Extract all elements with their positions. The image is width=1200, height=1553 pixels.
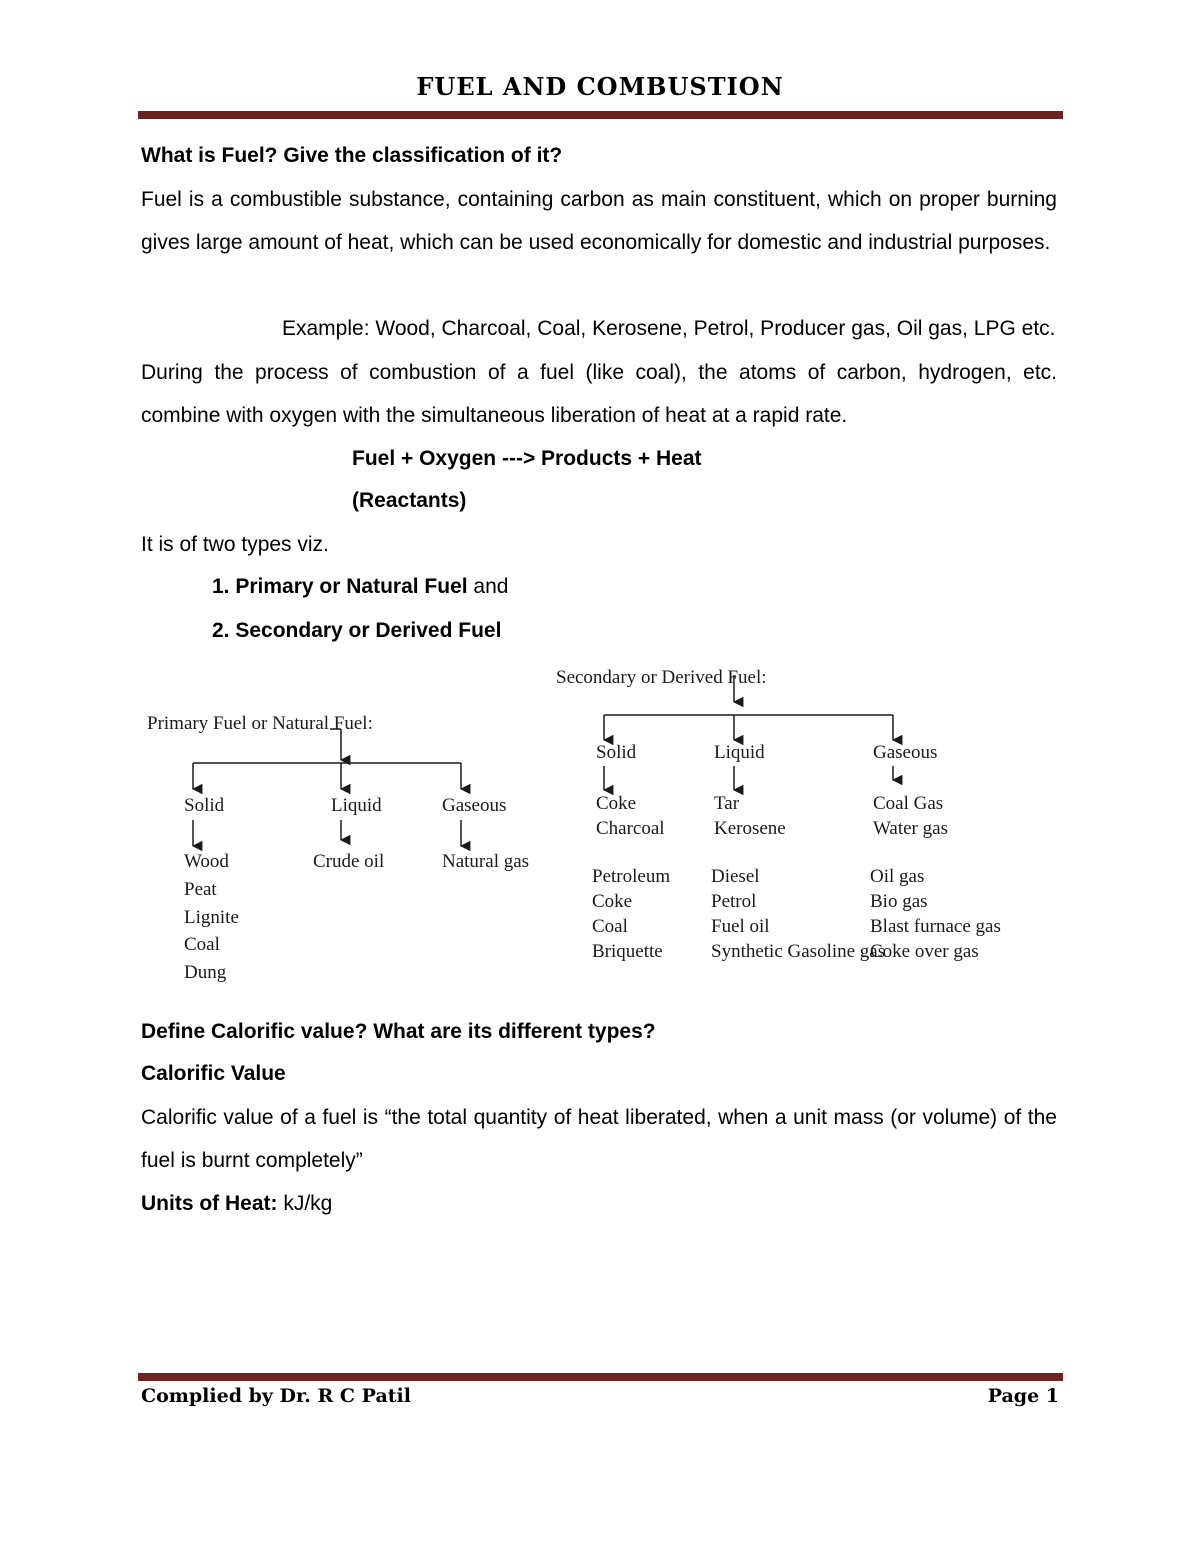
secondary-gaseous-more: Coke over gas (870, 941, 979, 962)
fuel-examples: Example: Wood, Charcoal, Coal, Kerosene, Petrol, Producer gas, Oil gas, LPG etc. (282, 317, 1056, 340)
secondary-diagram-title: Secondary or Derived Fuel: (556, 667, 767, 688)
type-primary-suffix: and (467, 575, 509, 598)
types-intro: It is of two types viz. (141, 533, 329, 556)
primary-gaseous-label: Gaseous (442, 795, 507, 816)
combustion-process: During the process of combustion of a fuel (like coal), the atoms of carbon, hydrogen, etc. combine with oxygen with the simultaneous liberation of heat at a rapid rate. (141, 361, 1057, 427)
combustion-equation: Fuel + Oxygen ---> Products + Heat (352, 447, 702, 470)
primary-solid-item: Dung (184, 962, 227, 983)
units-of-heat (141, 1190, 332, 1218)
page-header-title: FUEL AND COMBUSTION (416, 72, 784, 101)
secondary-gaseous-more: Blast furnace gas (870, 916, 1001, 937)
calorific-definition: Calorific value of a fuel is “the total quantity of heat liberated, when a unit mass (or volume) of the fuel is burnt completely” (141, 1106, 1057, 1172)
primary-gaseous-item: Natural gas (442, 851, 530, 872)
type-primary-label: 1. Primary or Natural Fuel (212, 575, 468, 598)
primary-liquid-item: Crude oil (313, 851, 385, 872)
secondary-solid-label: Solid (596, 742, 637, 763)
primary-solid-item: Wood (184, 851, 229, 872)
secondary-solid-more: Coal (592, 916, 628, 937)
footer-rule (138, 1373, 1063, 1381)
secondary-liquid-item: Kerosene (714, 818, 786, 839)
secondary-liquid-item: Tar (714, 793, 740, 814)
secondary-liquid-more: Synthetic Gasoline gas (711, 941, 886, 962)
secondary-gaseous-item: Coal Gas (873, 793, 944, 814)
secondary-solid-item: Coke (596, 793, 637, 814)
fuel-definition: Fuel is a combustible substance, containing carbon as main constituent, which on proper burning gives large amount of heat, which can be used economically for domestic and industrial purposes. (141, 188, 1057, 254)
secondary-liquid-label: Liquid (714, 742, 765, 763)
secondary-solid-more: Petroleum (592, 866, 671, 887)
question-heading: What is Fuel? Give the classification of it? (141, 144, 563, 167)
secondary-connectors (604, 675, 893, 790)
secondary-gaseous-more: Oil gas (870, 866, 925, 887)
secondary-solid-more: Briquette (592, 941, 663, 962)
primary-solid-item: Lignite (184, 907, 239, 928)
units-label: Units of Heat: (141, 1192, 278, 1215)
units-value: kJ/kg (277, 1192, 333, 1215)
secondary-solid-more: Coke (592, 891, 633, 912)
primary-diagram-title: Primary Fuel or Natural Fuel: (147, 713, 373, 734)
primary-liquid-label: Liquid (331, 795, 382, 816)
primary-solid-label: Solid (184, 795, 225, 816)
type-secondary: 2. Secondary or Derived Fuel (212, 619, 502, 642)
secondary-liquid-more: Petrol (711, 891, 757, 912)
secondary-solid-item: Charcoal (596, 818, 665, 839)
footer-compiled-by: Complied by Dr. R C Patil (141, 1385, 411, 1407)
secondary-liquid-more: Diesel (711, 866, 760, 887)
primary-solid-item: Peat (184, 879, 217, 900)
reactants-label: (Reactants) (352, 489, 467, 512)
calorific-question-heading: Define Calorific value? What are its different types? (141, 1020, 656, 1043)
calorific-subheading: Calorific Value (141, 1062, 286, 1085)
secondary-gaseous-item: Water gas (873, 818, 948, 839)
secondary-gaseous-label: Gaseous (873, 742, 938, 763)
secondary-gaseous-more: Bio gas (870, 891, 928, 912)
primary-solid-item: Coal (184, 934, 220, 955)
primary-connectors (193, 729, 461, 846)
footer-page-number: Page 1 (987, 1385, 1059, 1407)
secondary-liquid-more: Fuel oil (711, 916, 770, 937)
